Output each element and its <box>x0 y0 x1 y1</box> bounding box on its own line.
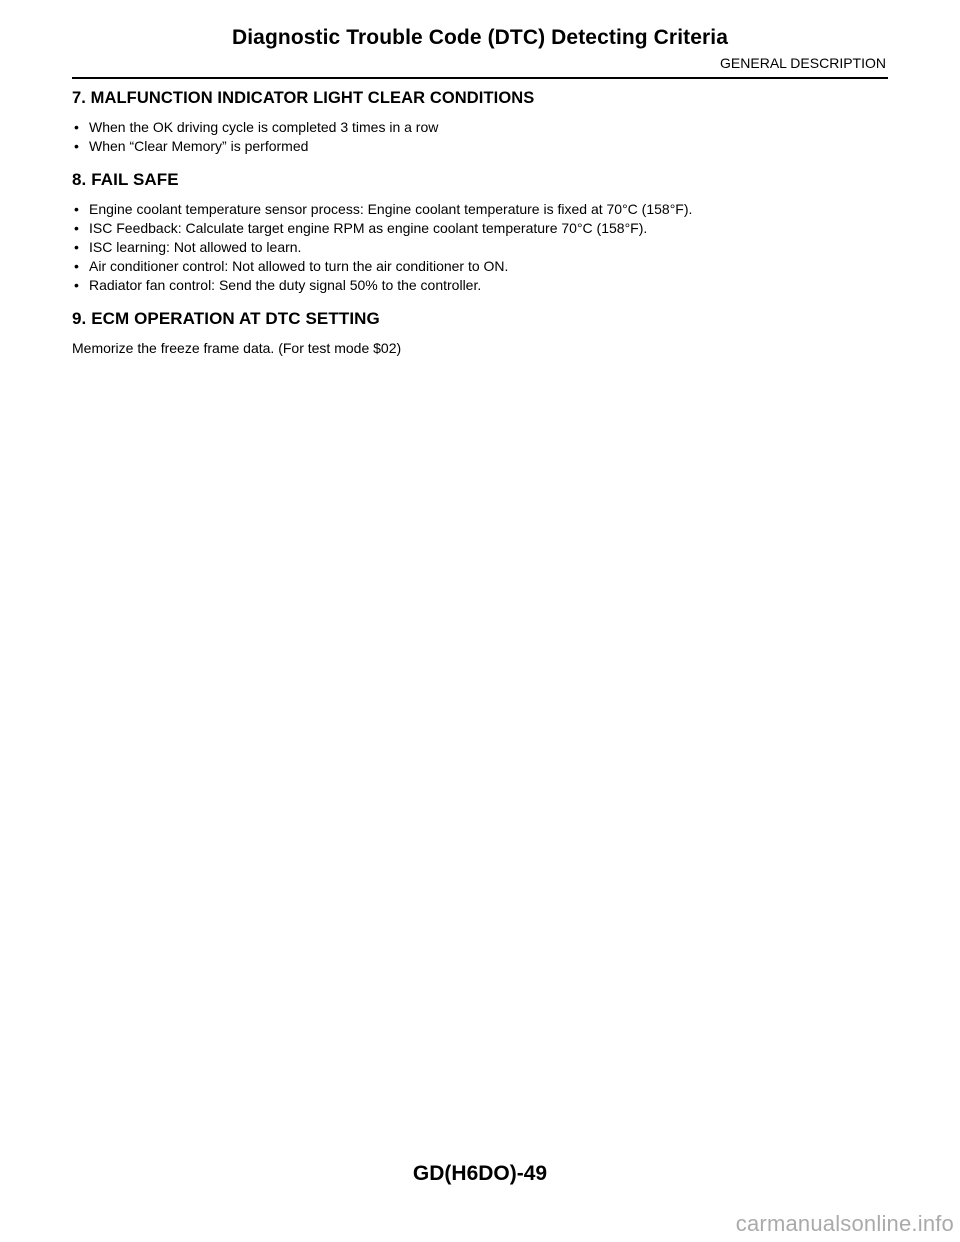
section-heading: 8. FAIL SAFE <box>72 170 179 189</box>
list-item <box>72 257 888 276</box>
list-item-text: Engine coolant temperature sensor process: Engine coolant temperature is fixed at 70°C (158°F). <box>89 201 693 217</box>
list-item <box>72 238 888 257</box>
section-heading: 7. MALFUNCTION INDICATOR LIGHT CLEAR CONDITIONS <box>72 89 535 107</box>
list-item-text: Air conditioner control: Not allowed to turn the air conditioner to ON. <box>89 258 509 274</box>
bullet-icon: • <box>74 220 79 236</box>
bullet-icon: • <box>74 119 79 135</box>
watermark-logo: carmanualsonline.info <box>735 1211 954 1236</box>
bullet-icon: • <box>74 201 79 217</box>
list-item-text: Radiator fan control: Send the duty signal 50% to the controller. <box>89 277 482 293</box>
bullet-list <box>72 200 888 295</box>
section-paragraph: Memorize the freeze frame data. (For test mode $02) <box>72 340 402 356</box>
page-content <box>72 89 888 372</box>
list-item-text: ISC learning: Not allowed to learn. <box>89 239 302 255</box>
page-header <box>72 22 888 82</box>
bullet-icon: • <box>74 239 79 255</box>
list-item-text: When “Clear Memory” is performed <box>89 138 309 154</box>
bullet-icon: • <box>74 258 79 274</box>
list-item <box>72 118 888 137</box>
list-item <box>72 276 888 295</box>
section-ecm-operation <box>72 309 888 358</box>
list-item <box>72 200 888 219</box>
bullet-list <box>72 118 888 156</box>
page-number: GD(H6DO)-49 <box>412 1162 548 1185</box>
bullet-icon: • <box>74 138 79 154</box>
list-item-text: When the OK driving cycle is completed 3 times in a row <box>89 119 439 135</box>
list-item <box>72 137 888 156</box>
section-fail-safe <box>72 170 888 295</box>
document-title: Diagnostic Trouble Code (DTC) Detecting Criteria <box>231 26 728 49</box>
bullet-icon: • <box>74 277 79 293</box>
list-item <box>72 219 888 238</box>
section-label: GENERAL DESCRIPTION <box>720 55 886 71</box>
section-heading: 9. ECM OPERATION AT DTC SETTING <box>72 309 380 328</box>
header-divider <box>72 77 888 79</box>
section-mil-clear-conditions <box>72 89 888 156</box>
list-item-text: ISC Feedback: Calculate target engine RPM as engine coolant temperature 70°C (158°F). <box>89 220 648 236</box>
